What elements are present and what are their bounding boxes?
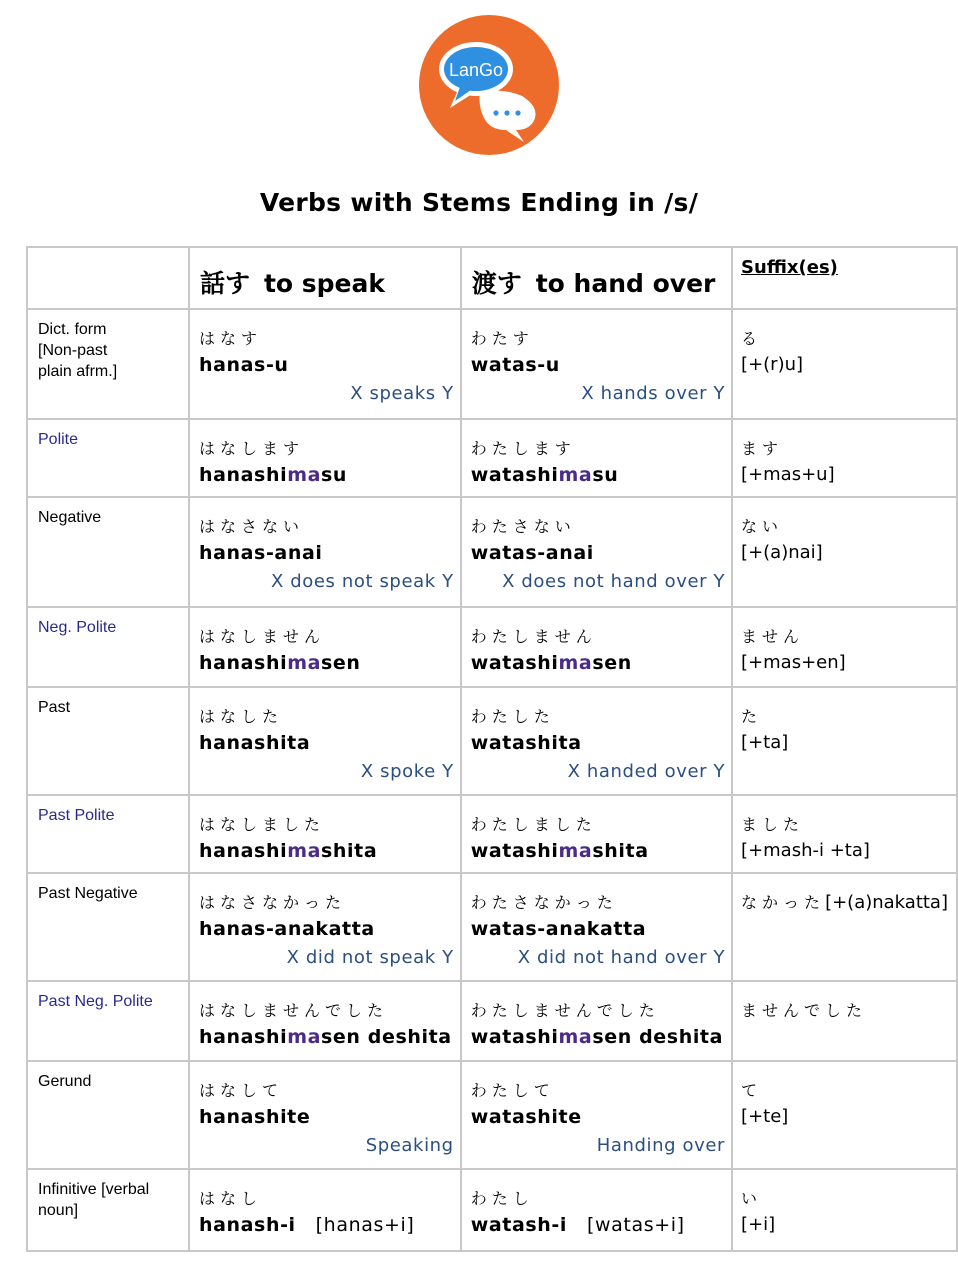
suffix-line (741, 890, 948, 918)
row-label-line: Polite (38, 431, 79, 448)
romaji-polite-marker: ma (558, 1026, 593, 1048)
suffix-content (733, 498, 956, 563)
logo-dot (515, 110, 520, 115)
form-content (462, 608, 731, 679)
romaji-text (199, 652, 452, 679)
romaji-form: watas-anai (470, 542, 594, 564)
suffix-kana: ます (741, 439, 784, 458)
suffix-rule: [+mash-i +ta] (741, 840, 870, 861)
suffix-cell (732, 497, 957, 607)
romaji-text (199, 1106, 452, 1133)
kana-text: はなし (198, 1189, 262, 1208)
suffix-rule: [+ta] (741, 732, 789, 753)
conjugation-row (27, 497, 957, 607)
row-label (28, 1170, 188, 1221)
row-label-line: [Non-past (38, 342, 108, 359)
romaji-text (471, 652, 723, 679)
form-content (190, 1170, 460, 1241)
row-label-line: plain afrm.] (38, 363, 118, 380)
suffix-kana: る (741, 329, 763, 348)
logo-dot (504, 110, 509, 115)
conjugation-row (27, 607, 957, 687)
romaji-polite-marker: ma (558, 464, 593, 486)
suffix-rule: [+(a)nakatta] (825, 892, 948, 913)
english-gloss: X handed over Y (567, 761, 726, 782)
kana-text: はなして (198, 1081, 283, 1100)
form-cell (189, 497, 461, 607)
romaji-polite-marker: ma (287, 840, 322, 862)
kana-text: はなします (198, 439, 304, 458)
row-label-line: Infinitive [verbal noun] (38, 1181, 150, 1219)
form-cell (189, 687, 461, 795)
english-gloss: Handing over (596, 1135, 726, 1156)
form-cell (461, 607, 732, 687)
romaji-stem: watashi (470, 840, 559, 862)
romaji-ending: sen deshita (592, 1026, 724, 1048)
form-cell (461, 795, 732, 873)
conjugation-row (27, 1061, 957, 1169)
row-label-line: Dict. form (38, 321, 107, 338)
form-cell (189, 873, 461, 981)
suffix-cell (732, 687, 957, 795)
romaji-text (199, 542, 452, 569)
form-content (190, 420, 460, 491)
romaji-ending: sen (592, 652, 632, 674)
row-label-line: Past Polite (38, 807, 115, 824)
row-label-line: Past (38, 699, 71, 716)
row-label-line: Gerund (38, 1073, 92, 1090)
form-content (462, 688, 731, 759)
verb1-meaning: to speak (263, 269, 386, 298)
suffix-kana: い (741, 1189, 763, 1208)
form-content (462, 498, 731, 569)
romaji-text (471, 840, 723, 867)
suffix-rule: [+i] (741, 1214, 776, 1235)
romaji-ending: sen deshita (321, 1026, 452, 1048)
suffix-content (733, 796, 956, 861)
header-empty-cell (27, 247, 189, 309)
kana-text: はなす (198, 329, 262, 348)
romaji-stem: watashi (470, 1026, 559, 1048)
english-gloss: X spoke Y (360, 761, 454, 782)
kana-text: わたした (470, 707, 555, 726)
conjugation-row (27, 981, 957, 1061)
form-content (190, 1062, 460, 1133)
kana-text: わたさない (470, 517, 576, 536)
suffix-rule: [+mas+u] (741, 464, 835, 485)
header-row (27, 247, 957, 309)
romaji-note: [hanas+i] (315, 1214, 415, 1236)
english-gloss: X does not hand over Y (502, 571, 726, 592)
english-gloss: X did not hand over Y (517, 947, 726, 968)
suffix-cell (732, 309, 957, 419)
suffix-content (733, 1170, 956, 1235)
english-gloss: X speaks Y (350, 383, 454, 404)
row-label (28, 310, 188, 382)
form-content (462, 874, 731, 945)
romaji-text (199, 1214, 452, 1241)
romaji-stem: hanashi (198, 1026, 288, 1048)
suffix-cell (732, 1061, 957, 1169)
english-gloss: X does not speak Y (270, 571, 454, 592)
form-cell (461, 873, 732, 981)
form-content (462, 1062, 731, 1133)
kana-text: はなしませんでした (198, 1001, 388, 1020)
header-verb2 (461, 247, 732, 309)
form-content (462, 982, 731, 1053)
romaji-form: hanas-u (198, 354, 289, 376)
row-label-line: Past Negative (38, 885, 138, 902)
form-content (190, 874, 460, 945)
form-cell (189, 309, 461, 419)
row-label (28, 982, 188, 1012)
romaji-text (471, 464, 723, 491)
romaji-ending: su (592, 464, 619, 486)
row-label-line: Neg. Polite (38, 619, 117, 636)
suffix-content (733, 982, 956, 1026)
romaji-text (199, 464, 452, 491)
kana-text: わたしません (470, 627, 597, 646)
kana-text: わたしませんでした (470, 1001, 660, 1020)
form-cell (461, 981, 732, 1061)
form-content (462, 1170, 731, 1241)
kana-text: わたす (470, 329, 534, 348)
romaji-stem: hanashi (198, 840, 288, 862)
romaji-form: watashita (470, 732, 582, 754)
romaji-form: watashite (470, 1106, 582, 1128)
romaji-stem: watashi (470, 464, 559, 486)
suffix-kana: ない (741, 517, 784, 536)
row-label-cell (27, 419, 189, 497)
suffix-kana: ません (741, 627, 805, 646)
suffix-kana: ませんでした (741, 1001, 868, 1020)
row-label-cell (27, 687, 189, 795)
romaji-form: hanash-i (198, 1214, 296, 1236)
romaji-text (471, 1214, 723, 1241)
row-label-cell (27, 607, 189, 687)
form-cell (461, 1169, 732, 1251)
suffix-cell (732, 419, 957, 497)
conjugation-table (26, 246, 958, 1252)
kana-text: わたします (470, 439, 576, 458)
english-gloss: X did not speak Y (286, 947, 454, 968)
row-label (28, 420, 188, 450)
kana-text: わたしました (470, 815, 597, 834)
form-content (462, 796, 731, 867)
kana-text: はなさない (198, 517, 304, 536)
romaji-stem: hanashi (198, 464, 288, 486)
form-cell (189, 795, 461, 873)
suffix-kana: た (741, 707, 763, 726)
row-label-cell (27, 981, 189, 1061)
romaji-text (199, 918, 452, 945)
row-label-line: Negative (38, 509, 102, 526)
suffix-content (733, 608, 956, 673)
romaji-stem: watashi (470, 652, 559, 674)
romaji-text (199, 354, 452, 381)
conjugation-row (27, 687, 957, 795)
row-label (28, 796, 188, 826)
romaji-ending: sen (321, 652, 361, 674)
logo-dot (493, 110, 498, 115)
romaji-polite-marker: ma (287, 1026, 322, 1048)
conjugation-row (27, 873, 957, 981)
suffix-rule: [+(a)nai] (741, 542, 823, 563)
suffix-content (733, 420, 956, 485)
verb2-meaning: to hand over (535, 269, 716, 298)
suffix-cell (732, 1169, 957, 1251)
suffix-kana: て (741, 1081, 763, 1100)
suffix-content (733, 310, 956, 375)
row-label-cell (27, 1169, 189, 1251)
romaji-text (471, 732, 723, 759)
conjugation-row (27, 309, 957, 419)
suffix-rule: [+mas+en] (741, 652, 846, 673)
row-label-cell (27, 873, 189, 981)
romaji-form: watas-u (470, 354, 560, 376)
romaji-ending: su (321, 464, 348, 486)
form-content (190, 688, 460, 759)
romaji-text (471, 542, 723, 569)
form-cell (461, 419, 732, 497)
romaji-text (199, 840, 452, 867)
row-label-cell (27, 795, 189, 873)
english-gloss: X hands over Y (581, 383, 726, 404)
romaji-ending: shita (592, 840, 649, 862)
romaji-polite-marker: ma (558, 840, 593, 862)
conjugation-row (27, 795, 957, 873)
romaji-text (199, 732, 452, 759)
header-suffix (732, 247, 957, 309)
romaji-text (471, 1026, 723, 1053)
romaji-polite-marker: ma (287, 652, 322, 674)
romaji-form: hanas-anai (198, 542, 323, 564)
romaji-form: watash-i (470, 1214, 568, 1236)
row-label (28, 608, 188, 638)
romaji-text (199, 1026, 452, 1053)
suffix-heading: Suffix(es) (741, 257, 838, 278)
romaji-polite-marker: ma (558, 652, 593, 674)
row-label-cell (27, 309, 189, 419)
suffix-cell (732, 981, 957, 1061)
romaji-note: [watas+i] (587, 1214, 685, 1236)
row-label (28, 874, 188, 904)
romaji-polite-marker: ma (287, 464, 322, 486)
form-cell (461, 309, 732, 419)
suffix-rule: [+(r)u] (741, 354, 804, 375)
header-verb1 (189, 247, 461, 309)
suffix-kana: なかった (741, 893, 826, 912)
romaji-form: hanashite (198, 1106, 311, 1128)
kana-text: わたして (470, 1081, 555, 1100)
form-content (190, 796, 460, 867)
suffix-content (733, 1062, 956, 1127)
form-cell (189, 1169, 461, 1251)
row-label (28, 498, 188, 528)
row-label-line: Past Neg. Polite (38, 993, 153, 1010)
page-title: Verbs with Stems Ending in /s/ (259, 188, 699, 217)
romaji-text (471, 1106, 723, 1133)
form-content (190, 498, 460, 569)
form-content (190, 982, 460, 1053)
form-cell (461, 1061, 732, 1169)
kana-text: はなした (198, 707, 283, 726)
form-cell (189, 419, 461, 497)
suffix-cell (732, 795, 957, 873)
form-cell (189, 607, 461, 687)
romaji-stem: hanashi (198, 652, 288, 674)
romaji-form: watas-anakatta (470, 918, 647, 940)
row-label (28, 688, 188, 718)
conjugation-row (27, 1169, 957, 1251)
english-gloss: Speaking (365, 1135, 454, 1156)
suffix-content (733, 874, 956, 918)
romaji-ending: shita (321, 840, 378, 862)
form-cell (461, 497, 732, 607)
form-content (462, 310, 731, 381)
suffix-kana: ました (741, 815, 805, 834)
romaji-form: hanas-anakatta (198, 918, 375, 940)
suffix-cell (732, 607, 957, 687)
logo-text: LanGo (448, 60, 504, 80)
form-content (462, 420, 731, 491)
form-content (190, 310, 460, 381)
kana-text: はなしました (198, 815, 325, 834)
verb1-kanji: 話す (199, 269, 250, 298)
romaji-text (471, 354, 723, 381)
suffix-cell (732, 873, 957, 981)
row-label (28, 1062, 188, 1092)
row-label-cell (27, 1061, 189, 1169)
kana-text: わたし (470, 1189, 534, 1208)
conjugation-row (27, 419, 957, 497)
row-label-cell (27, 497, 189, 607)
suffix-rule: [+te] (741, 1106, 789, 1127)
form-cell (189, 1061, 461, 1169)
romaji-text (471, 918, 723, 945)
kana-text: はなさなかった (198, 893, 346, 912)
form-content (190, 608, 460, 679)
verb2-kanji: 渡す (471, 269, 522, 298)
form-cell (461, 687, 732, 795)
romaji-form: hanashita (198, 732, 311, 754)
suffix-content (733, 688, 956, 753)
kana-text: はなしません (198, 627, 325, 646)
lango-logo (418, 14, 560, 156)
form-cell (189, 981, 461, 1061)
kana-text: わたさなかった (470, 893, 618, 912)
